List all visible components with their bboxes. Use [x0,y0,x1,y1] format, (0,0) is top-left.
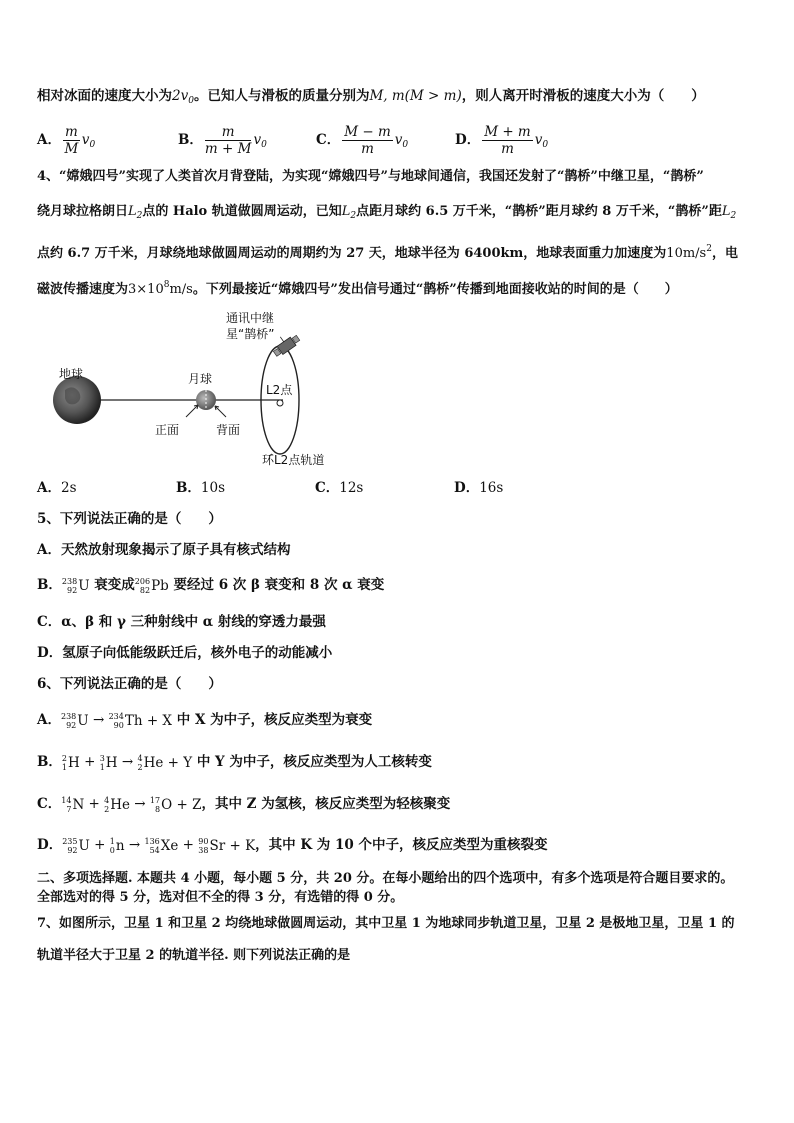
fig-label-moon: 月球 [188,372,213,386]
q4-line-2: 绕月球拉格朗日$L_2$点的 Halo 轨道做圆周运动，已知$L_2$点距月球约 6.5 万千米，“鹊桥”距月球约 8 万千米，“鹊桥”距$L_2$ [37,204,737,221]
q6-option-b[interactable]: B． 2 1 H + 3 1 H → 4 2 He + Y 中 Y 为中子，核反应类型为人工核转变 [37,754,432,772]
q3-option-a[interactable]: A． $\frac{m}{M}$ $v_0$ [37,124,96,157]
q4-option-d[interactable]: D．16s [454,480,504,496]
fig-label-l2: L2点 [266,383,293,397]
q3-option-b[interactable]: B． $\frac{m}{m + M}$ $v_0$ [178,124,267,157]
q7-line-2: 轨道半径大于卫星 2 的轨道半径. 则下列说法正确的是 [37,948,351,963]
q4-line-4: 磁波传播速度为$3\times 10^8m/s$。下列最接近“嫦娥四号”发出信号通过“鹊桥”传播到地面接收站的时间的是（ ） [37,280,678,297]
back-arrow [215,406,226,417]
q6-stem: 6、下列说法正确的是（ ） [37,676,222,692]
q4-option-c[interactable]: C．12s [315,480,364,496]
q3-stem [37,86,764,111]
fig-label-relay-2: 星“鹊桥” [226,327,275,341]
section-2-header-2: 全部选对的得 5 分，选对但不全的得 3 分，有选错的得 0 分。 [37,890,404,905]
q4-option-b[interactable]: B．10s [176,480,226,496]
q4-option-a[interactable]: A．2s [37,480,77,496]
q3-stem-text-a: 相对冰面的速度大小为 [37,88,172,104]
section-2-header-1: 二、多项选择题. 本题共 4 小题，每小题 5 分，共 20 分。在每小题给出的四个选项中，有多个选项是符合题目要求的。 [37,871,734,886]
fig-label-earth: 地球 [59,367,84,381]
l2-point-marker [277,400,283,406]
earth-moon-l2-diagram [40,305,360,470]
q5-option-d[interactable]: D．氢原子向低能级跃迁后，核外电子的动能减小 [37,645,333,661]
q3-stem-text-c: ，则人离开时滑板的速度大小为（ ） [461,88,705,104]
q6-option-c[interactable]: C． 14 7 N + 4 2 He → 17 8 O + Z，其中 Z 为氢核，核反应类型为轻核聚变 [37,796,451,814]
q4-line-3: 点约 6.7 万千米，月球绕地球做圆周运动的周期约为 27 天，地球半径为 6400km，地球表面重力加速度为$10m/s^2$，电 [37,244,738,261]
q3-option-d[interactable]: D． $\frac{M + m}{m}$ $v_0$ [455,124,549,157]
q3-stem-velocity: $2v_0$ [172,88,194,106]
q7-line-1: 7、如图所示，卫星 1 和卫星 2 均绕地球做圆周运动，其中卫星 1 为地球同步轨道卫星，卫星 2 是极地卫星，卫星 1 的 [37,916,735,931]
fig-label-front: 正面 [155,423,180,437]
q4-line-1: 4、“嫦娥四号”实现了人类首次月背登陆，为实现“嫦娥四号”与地球间通信，我国还发射了“鹊桥”中继卫星，“鹊桥” [37,169,704,184]
fig-label-orbit: 环L2点轨道 [262,453,325,467]
q5-option-b[interactable]: B． 238 92 U 衰变成 206 82 Pb 要经过 6 次 β 衰变和 8 次 α 衰变 [37,577,385,595]
q3-option-c[interactable]: C． $\frac{M - m}{m}$ $v_0$ [316,124,409,157]
front-arrow [186,405,198,417]
q6-option-a[interactable]: A． 238 92 U → 234 90 Th + X 中 X 为中子，核反应类型为衰变 [37,712,373,730]
q3-stem-text-b: 。已知人与滑板的质量分别为 [193,88,370,104]
q5-option-a[interactable]: A．天然放射现象揭示了原子具有核式结构 [37,542,291,558]
q5-option-c[interactable]: C．α、β 和 γ 三种射线中 α 射线的穿透力最强 [37,614,326,630]
q3-stem-mass: M, m(M > m) [369,88,462,104]
q6-option-d[interactable]: D． 235 92 U + 1 0 n → 136 54 Xe + 90 38 Sr + K，其中 K 为 10 个中子，核反应类型为重核裂变 [37,837,548,855]
q5-stem: 5、下列说法正确的是（ ） [37,511,222,527]
fig-label-relay-1: 通讯中继 [226,311,275,325]
fig-label-back: 背面 [216,423,241,437]
